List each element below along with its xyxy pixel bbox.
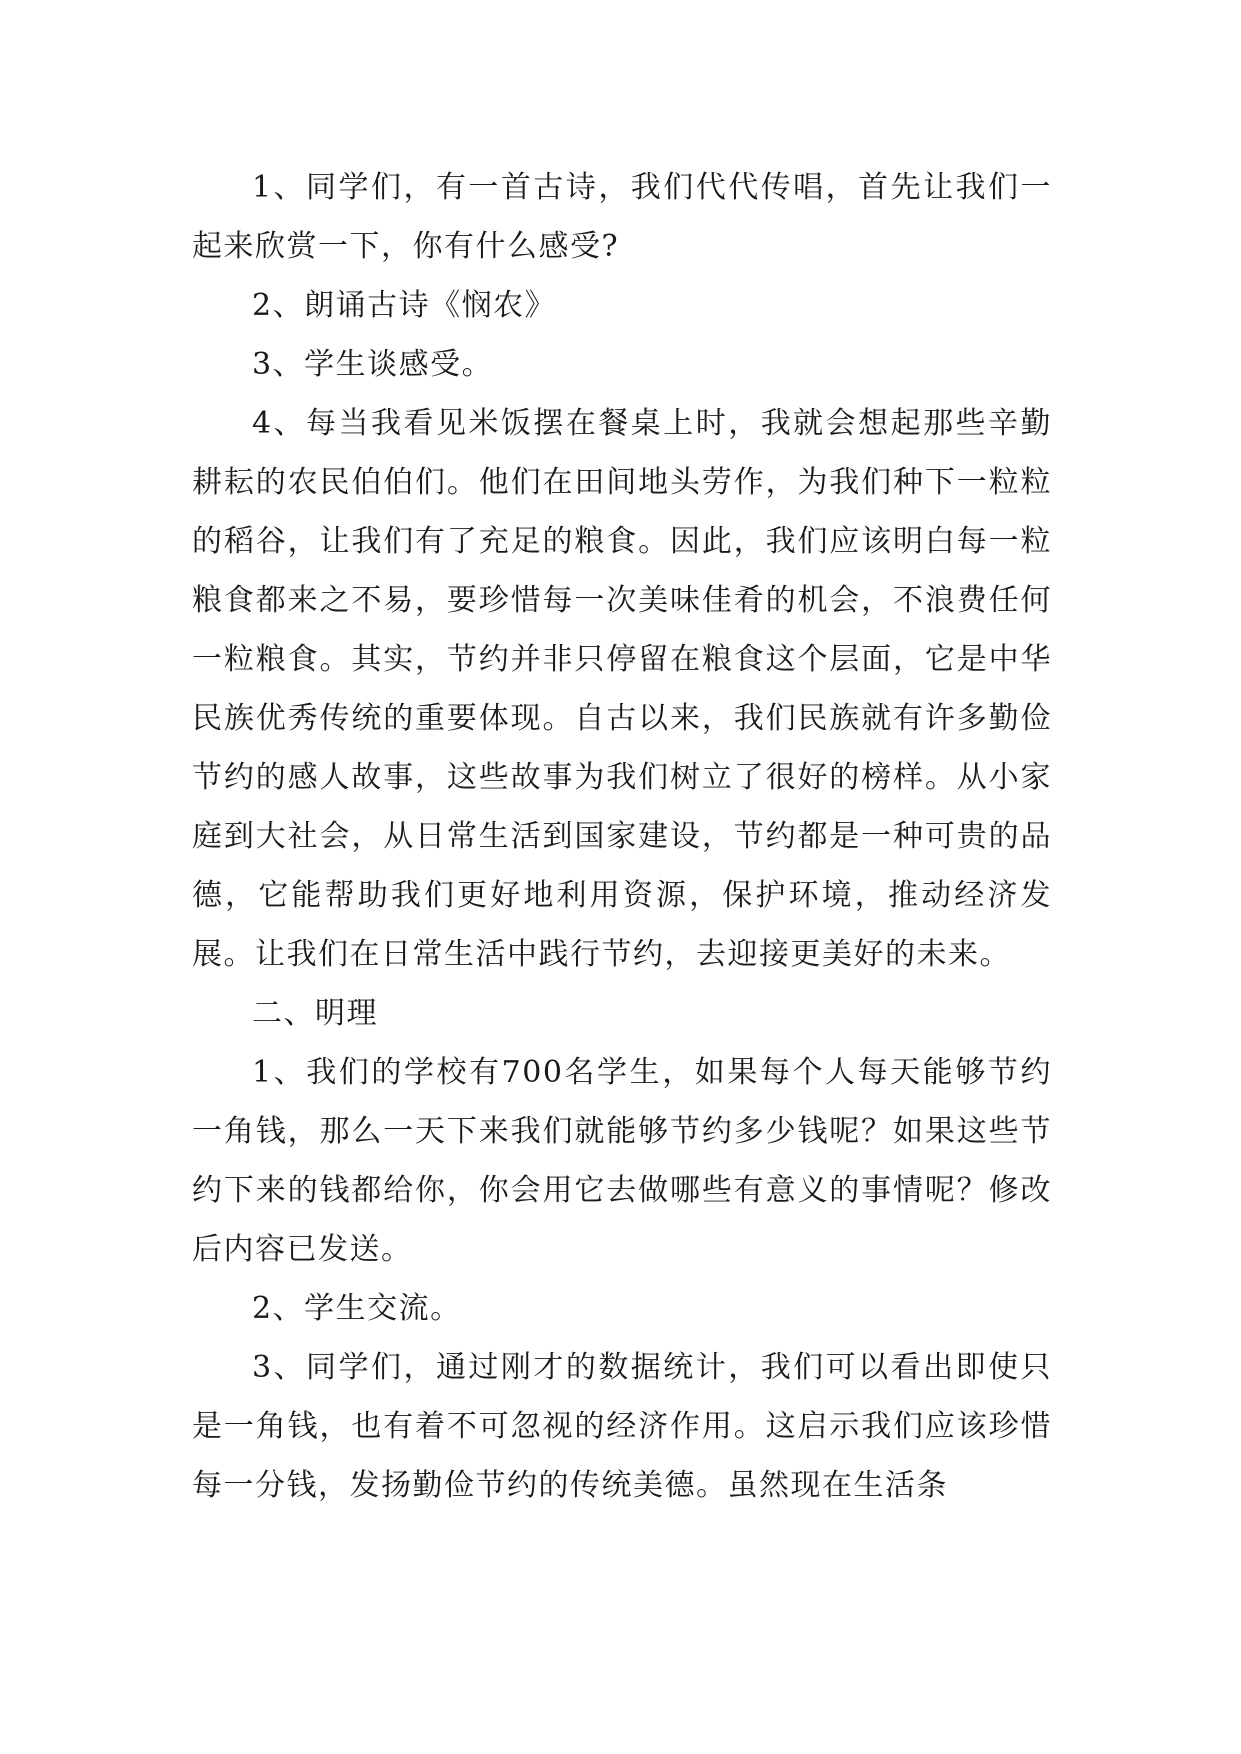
paragraph-data-conclusion: 3、同学们，通过刚才的数据统计，我们可以看出即使只是一角钱，也有着不可忽视的经济作用。这启示我们应该珍惜每一分钱，发扬勤俭节约的传统美德。虽然现在生活条 bbox=[192, 1350, 1052, 1503]
document-body bbox=[192, 158, 1052, 1515]
paragraph-students-discuss: 2、学生交流。 bbox=[252, 1291, 462, 1326]
section-heading-mingli: 二、明理 bbox=[252, 996, 378, 1031]
paragraph-students-share: 3、学生谈感受。 bbox=[252, 347, 494, 382]
paragraph-recite-poem: 2、朗诵古诗《悯农》 bbox=[252, 288, 557, 323]
paragraph-poem-intro: 1、同学们，有一首古诗，我们代代传唱，首先让我们一起来欣赏一下，你有什么感受? bbox=[192, 170, 1052, 264]
paragraph-cherish-food: 4、每当我看见米饭摆在餐桌上时，我就会想起那些辛勤耕耘的农民伯伯们。他们在田间地头劳作，为我们种下一粒粒的稻谷，让我们有了充足的粮食。因此，我们应该明白每一粒粮食都来之不易，要珍惜每一次美味佳肴的机会，不浪费任何一粒粮食。其实，节约并非只停留在粮食这个层面，它是中华民族优秀传统的重要体现。自古以来，我们民族就有许多勤俭节约的感人故事，这些故事为我们树立了很好的榜样。从小家庭到大社会，从日常生活到国家建设，节约都是一种可贵的品德，它能帮助我们更好地利用资源，保护环境，推动经济发展。让我们在日常生活中践行节约，去迎接更美好的未来。 bbox=[192, 406, 1052, 972]
paragraph-school-savings: 1、我们的学校有700名学生，如果每个人每天能够节约一角钱，那么一天下来我们就能够节约多少钱呢？如果这些节约下来的钱都给你，你会用它去做哪些有意义的事情呢？修改后内容已发送。 bbox=[192, 1055, 1052, 1267]
